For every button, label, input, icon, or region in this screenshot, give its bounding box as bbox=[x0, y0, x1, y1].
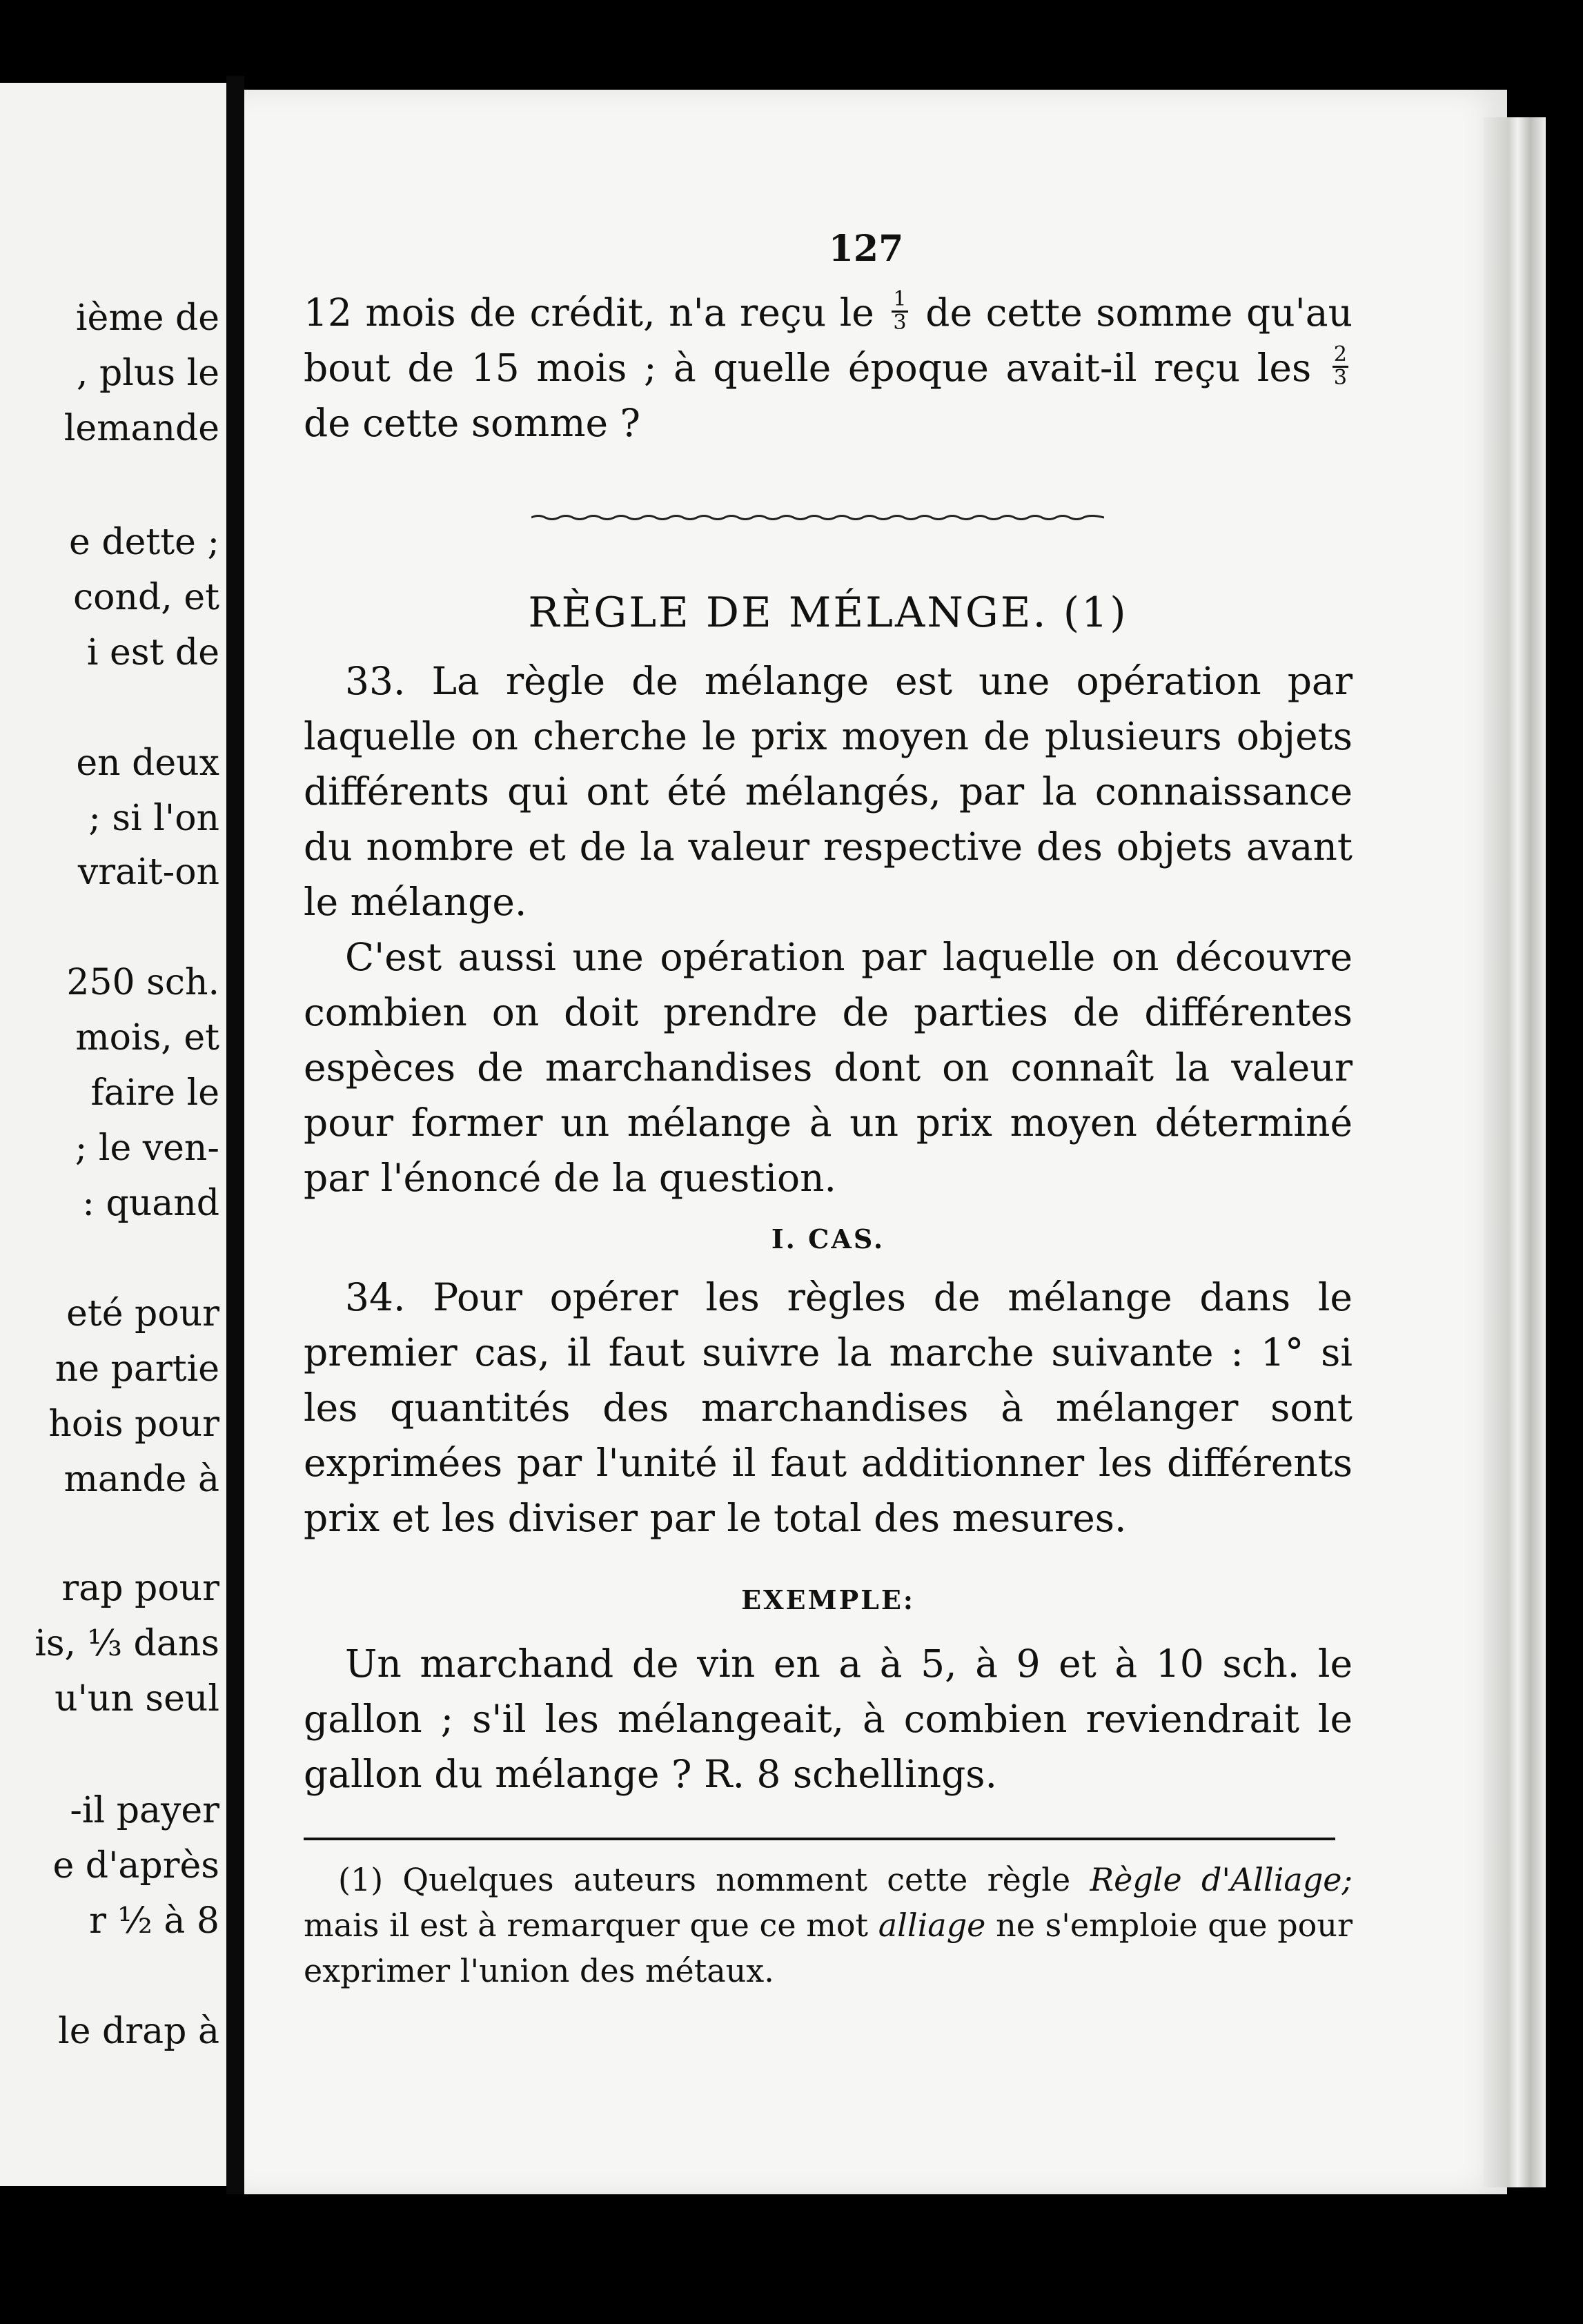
left-line: hois pour bbox=[48, 1404, 219, 1445]
section-title: RÈGLE DE MÉLANGE. (1) bbox=[528, 589, 1128, 637]
opening-text-a: 12 mois de crédit, n'a reçu le bbox=[304, 290, 874, 335]
left-line: : quand bbox=[82, 1183, 219, 1224]
paragraph-33-continued: C'est aussi une opération par laquelle on découvre combien on doit prendre de parties de différentes espèces de marchandises dont on connaît la valeur pour former un mélange à un prix moyen déterminé par l'énoncé de la question. bbox=[304, 935, 1353, 1200]
left-line: ième de bbox=[75, 297, 219, 339]
left-line: e dette ; bbox=[69, 522, 219, 563]
footnote-marker: (1) bbox=[338, 1861, 384, 1898]
left-line: is, ⅓ dans bbox=[35, 1623, 219, 1664]
left-line: 250 sch. bbox=[66, 962, 219, 1003]
left-line: r ½ à 8 bbox=[89, 1900, 219, 1942]
left-line: , plus le bbox=[76, 353, 219, 394]
left-line: ne partie bbox=[55, 1348, 219, 1390]
footnote-italic-word: alliage bbox=[878, 1907, 986, 1944]
example-heading: EXEMPLE: bbox=[741, 1584, 915, 1615]
left-line: u'un seul bbox=[55, 1678, 219, 1720]
example-answer: R. 8 schellings. bbox=[704, 1752, 997, 1796]
example-question: Un marchand de vin en a à 5, à 9 et à 10 sch. le gallon ; s'il les mélangeait, à combien reviendrait le gallon du mélange ? bbox=[304, 1642, 1353, 1796]
footnote-text-b: mais il est à remarquer que ce mot bbox=[304, 1907, 869, 1944]
example-paragraph bbox=[304, 1636, 1353, 1802]
left-line: en deux bbox=[76, 742, 219, 784]
paragraph-34: 34. Pour opérer les règles de mélange dans le premier cas, il faut suivre la marche suivante : 1° si les quantités des marchandises à mélanger sont exprimées par l'unité il faut additionner les différents prix et les diviser par le total des mesures. bbox=[304, 1275, 1353, 1540]
paragraph-33: 33. La règle de mélange est une opération par laquelle on cherche le prix moyen de plusieurs objets différents qui ont été mélangés, par la connaissance du nombre et de la valeur respective des objets avant le mélange. bbox=[304, 659, 1353, 924]
opening-paragraph bbox=[304, 285, 1353, 451]
left-line: i est de bbox=[86, 632, 219, 673]
fraction-denominator: 3 bbox=[893, 310, 907, 335]
wavy-separator-rule bbox=[531, 513, 1104, 522]
left-line: lemande bbox=[63, 408, 219, 449]
footnote-text-c: ne s'emploie que pour exprimer l'union des métaux. bbox=[304, 1907, 1353, 1989]
left-line: eté pour bbox=[66, 1293, 219, 1335]
fraction-denominator: 3 bbox=[1333, 365, 1347, 390]
previous-page-fragment bbox=[0, 83, 226, 2186]
left-line: ; le ven- bbox=[75, 1127, 219, 1169]
fraction-numerator: 1 bbox=[893, 287, 907, 312]
case-heading: I. CAS. bbox=[771, 1223, 885, 1254]
fraction-two-thirds bbox=[1333, 344, 1348, 388]
left-line: faire le bbox=[90, 1072, 219, 1114]
left-line: e d'après bbox=[52, 1845, 219, 1887]
footnote bbox=[304, 1857, 1353, 1993]
fraction-one-third bbox=[892, 289, 907, 333]
footnote-separator bbox=[304, 1838, 1335, 1840]
left-line: cond, et bbox=[73, 577, 219, 618]
left-line: -il payer bbox=[70, 1790, 219, 1831]
footnote-text-a: Quelques auteurs nomment cette règle bbox=[402, 1861, 1071, 1898]
left-line: rap pour bbox=[61, 1568, 219, 1609]
left-line: vrait-on bbox=[77, 851, 219, 893]
left-line: ; si l'on bbox=[88, 798, 219, 839]
page-number: 127 bbox=[828, 228, 904, 270]
left-line: le drap à bbox=[58, 2011, 219, 2052]
footnote-italic-term: Règle d'Alliage; bbox=[1090, 1861, 1353, 1898]
opening-text-c: de cette somme ? bbox=[304, 401, 640, 445]
page-content bbox=[304, 228, 1353, 1993]
left-line: mois, et bbox=[75, 1017, 219, 1058]
left-line: mande à bbox=[63, 1459, 219, 1500]
page-stack-edge bbox=[1484, 117, 1546, 2187]
book-gutter bbox=[226, 76, 244, 2194]
fraction-numerator: 2 bbox=[1333, 342, 1347, 367]
opening-text-b: de cette somme qu'au bout de 15 mois ; à quelle époque avait-il reçu les bbox=[304, 290, 1353, 390]
